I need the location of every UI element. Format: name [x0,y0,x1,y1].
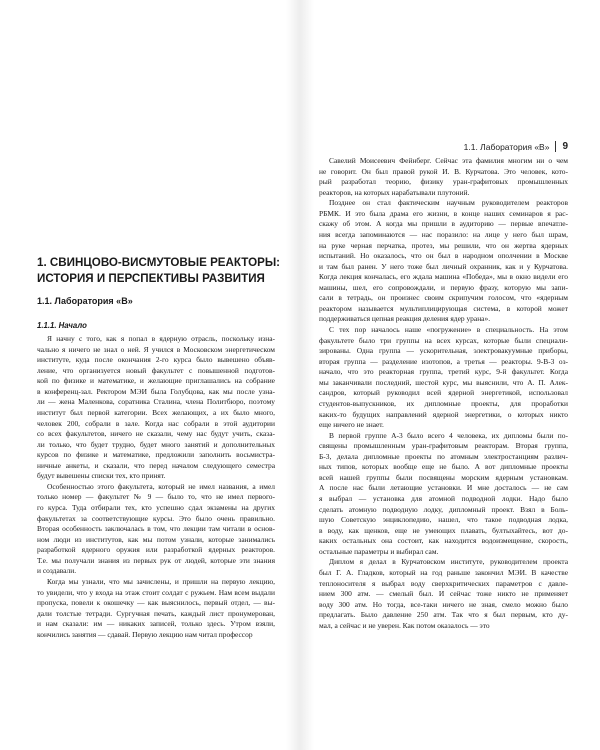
right-body-text [319,156,568,631]
text-line: Савелий Моисеевич Фейнберг. Сейчас эта фамилия многим ни о чем [329,156,568,165]
text-line: В первой группе А-3 было всего 4 человека, их дипломы были по- [329,430,568,440]
text-line: испытаний. Но оказалось, что он был в народном ополчении в Москве [319,251,568,261]
text-line: Диплом я делал в Курчатовском институте, руководителем проекта [329,557,568,567]
text-line: разработкой ядерного оружия или разработкой ядерных реакторов. [37,545,275,555]
text-line: Особенностью этого факультета, который не имел названия, а имел [47,481,275,491]
text-line: А после нас были летающие установки. И мне досталось — не сам [319,483,568,493]
text-line: всей нашей группы были посвящены морским ядерным установкам. [319,472,568,482]
text-line: сделать атомную подводную лодку, дипломный проект. Взял в Боль- [319,504,568,514]
text-line: я выбрал — установка для атомной подводной лодки. Надо было [319,494,568,503]
text-line: начало, что это реакторная группа, третий курс, 9-й факультет. Когда [319,367,568,377]
text-line: факультетах за соответствующие курсы. Это было очень правильно. [37,513,275,523]
text-line: поддерживаться цепная реакция деления ядер урана». [319,314,491,324]
running-header-section: 1.1. Лаборатория «В» [463,141,550,152]
text-line: вторая группа — разделение изотопов, а третья — реакторы. 9-В-3 оз- [319,356,568,366]
text-line: Т.е. мы получали знания из первых рук от людей, которые эти знания [37,555,275,565]
text-line: институт был первой категории. Всех желающих, а их было много, [37,407,275,417]
text-line: дали толстые тетради. Сургучная печать, каждый лист пронумерован, [37,608,275,618]
text-line: священы промышленным уран-графитовым реакторам. Вторая группа, [319,441,568,451]
chapter-title-line: 1. СВИНЦОВО-ВИСМУТОВЫЕ РЕАКТОРЫ: [37,256,281,269]
text-line: в конференц-зал. Ректором МЭИ была Голубцова, как мы после узна- [37,386,275,396]
text-line: нием 300 атм. — смелый был. И сейчас тоже никто не применяет [319,589,568,599]
text-line: ничные анкеты, и сказали, что перед началом следующего семестра [37,460,275,470]
text-line: кончились занятия — сдавай. Первую лекцию нам читал профессор [37,629,253,639]
chapter-title-line: ИСТОРИЯ И ПЕРСПЕКТИВЫ РАЗВИТИЯ [37,272,265,285]
text-line: со всех факультетов, ничего не сказали, чему нас будут учить, сказа- [37,429,275,439]
text-line: факультете было три группы на всех курсах, которые были специали- [319,335,568,345]
text-line: теплоносителя я выбрал воду сверхкритических параметров с давле- [319,578,568,588]
chapter-title [37,255,287,287]
text-line: каких-то будущих направлений ядерной энергетики, о которых никто [319,409,568,419]
text-line: ном люди из институтов, как мы потом узнали, которые занимались [37,534,275,544]
text-line: Б-3, делала дипломные проекты по атомным электростанциям различ- [319,451,568,461]
subsection-title: 1.1.1. Начало [37,321,87,330]
section-title: 1.1. Лаборатория «В» [37,296,133,306]
text-line: реакторов, на которых нарабатывали плутоний. [319,187,470,197]
text-line: еще ничего не знает. [319,420,384,430]
text-line: сандров, который руководил всей ядерной энергетикой, использовал [319,388,568,398]
text-line: каких остальных она состоит, как находится водоизмещение, скорость, [319,536,568,546]
text-line: Вторая особенность заключалась в том, что лекции там читали в основ- [37,524,275,534]
text-line: С тех пор началось наше «погружение» в специальность. На этом [329,325,568,334]
text-line: ление, что организуется новый факультет с повышенной подготов- [37,365,275,375]
text-line: только номер — факультет № 9 — было то, что не имел первого- [37,492,275,502]
text-line: остальные параметры и выбирал сам. [319,546,439,556]
text-line: машины, шел, его сопровождали, и первую фразу, которую мы запи- [319,282,568,292]
text-line: скажу об этом. А когда мы пришли в аудиторию — первые впечатле- [319,219,568,229]
text-line: и там был ранен. У него тоже был личный охранник, как и у Курчатова. [319,261,568,271]
right-page [300,0,600,750]
text-line: зированы. Одна группа — ускорительная, электровакуумные приборы, [319,346,568,356]
text-line: ли только, что будет трудно, будет много занятий и дополнительных [37,439,275,449]
text-line: и нам сказали: им — никаких записей, только здесь. Утром взяли, [37,619,275,629]
text-line: в воду, как щенков, еще не умеющих плавать, бултыхайтесь, вот до- [319,525,568,535]
text-line: ния всегда запоминаются — нас поразило: на лице у него был шрам, [319,229,568,239]
text-line: на руке черная перчатка, протез, мы решили, что он жертва ядерных [319,240,568,250]
header-divider [555,141,556,152]
text-line: будут вывешены списки тех, кто принят. [37,471,166,481]
text-line: РБМК. И это была драма его жизни, в конце наших семинаров я рас- [319,208,568,218]
text-line: не говорит. Он был правой рукой И. В. Курчатова. Это человек, кото- [319,166,568,176]
text-line: чально я ничего не знал о ней. Я учился в Московском энергетическом [37,344,275,354]
text-line: шую Советскую энциклопедию, нашел, что такое подводная лодка, [319,515,568,525]
text-line: сали в тетрадь, он произнес своим скрипучим голосом, что «ядерным [319,293,568,303]
text-line: кой по физике и математике, и желающие приглашались на собрание [37,376,275,386]
text-line: Когда мы узнали, что мы зачислены, и пришли на первую лекцию, [47,576,275,586]
text-line: то увидели, что у входа на этаж стоит солдат с ружьем. Нам всем выдали [37,587,275,597]
text-line: мал, а сейчас и не уверен. Как потом оказалось — это [319,620,490,630]
text-line: пропуска, повели к окошечку — как выяснилось, первый отдел, — вы- [37,598,275,608]
text-line: реактором называется мультиплицирующая система, в которой может [319,303,568,313]
text-line: ных типов, которых вообще еще не было. А вот дипломные проекты [319,462,568,472]
page-number: 9 [562,141,568,152]
text-line: рый разработал теорию, физику уран-графитовых промышленных [319,177,568,187]
text-line: предлагать. Было давление 250 атм. Так что я был первым, кто ду- [319,610,568,620]
text-line: курсов по физике и математике, предложили заполнить восьмистра- [37,450,275,460]
text-line: Позднее он стал фактическим научным руководителем реакторов [329,198,568,208]
text-line: ли — жена Маленкова, соратника Сталина, члена Политбюро, поэтому [37,397,275,407]
text-line: и создавали. [37,566,77,576]
text-line: человек 200, собрали в зале. Когда нас собрали в этой аудитории [37,418,275,428]
text-line: студентов-выпускников, их дипломные проекты, для проработки [319,398,568,408]
text-line: Когда лекция кончалась, его ждала машина «Победа», мы в окно видели его [319,272,568,282]
text-line: го курса. Туда отбирали тех, кто успешно сдал экзамены на других [37,503,275,512]
text-line: был Г. А. Гладков, который на год раньше закончил МЭИ. В качестве [319,567,568,577]
text-line: институте, куда после окончания 2-го курса было вывешено объяв- [37,355,275,365]
text-line: Я начну с того, как я попал в ядерную отрасль, поскольку изна- [47,334,275,343]
running-header [464,141,568,152]
left-body-text [37,334,275,640]
text-line: мы заканчивали последний, шестой курс, мы выяснили, что А. П. Алек- [319,377,568,387]
text-line: воду 300 атм. Но тогда, все-таки ничего не зная, смело можно было [319,599,568,609]
